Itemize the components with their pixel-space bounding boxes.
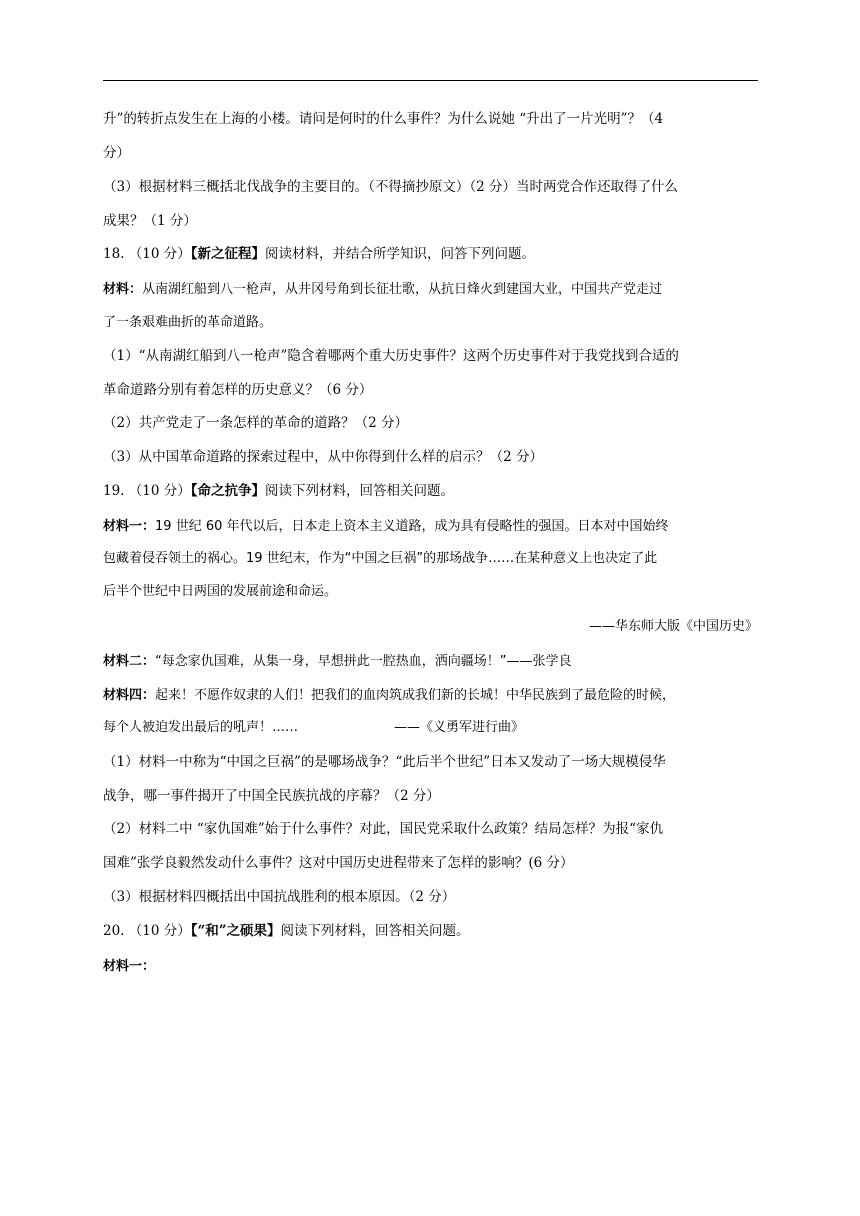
material-line <box>103 956 758 977</box>
question-tag: 【新之征程】 <box>190 246 265 262</box>
material-line <box>103 685 758 706</box>
text-line: 分） <box>103 145 130 161</box>
material-line <box>103 651 758 672</box>
material-label: 材料四： <box>103 688 156 703</box>
material-text: 从南湖红船到八一枪声，从井冈号角到长征壮歌，从抗日烽火到建国大业，中国共产党走过 <box>142 282 663 297</box>
question-line: 革命道路分别有着怎样的历史意义？（6 分） <box>103 382 373 398</box>
question-tag: 【命之抗争】 <box>190 483 265 499</box>
material-text: 每个人被迫发出最后的吼声！…… <box>103 720 299 735</box>
material-line <box>103 516 758 537</box>
question-instruction: 阅读下列材料，回答相关问题。 <box>264 483 454 499</box>
material-line: 后半个世纪中日两国的发展前途和命运。 <box>103 584 338 599</box>
question-19-heading <box>103 481 758 501</box>
question-line: （2）共产党走了一条怎样的革命的道路？（2 分） <box>103 415 408 431</box>
question-number: 18. （10 分） <box>103 246 191 262</box>
material-line <box>103 279 758 300</box>
text-line: （3）根据材料三概括北伐战争的主要目的。（不得摘抄原文）（2 分）当时两党合作还取得了什么 <box>103 179 678 195</box>
question-line: 国难”张学良毅然发动什么事件？这对中国历史进程带来了怎样的影响？(6 分） <box>103 855 574 871</box>
question-line: （1）“从南湖红船到八一枪声”隐含着哪两个重大历史事件？这两个历史事件对于我党找到合适的 <box>103 348 679 364</box>
question-line: 战争，哪一事件揭开了中国全民族抗战的序幕？（2 分） <box>103 788 440 804</box>
material-text: 起来！不愿作奴隶的人们！把我们的血肉筑成我们新的长城！中华民族到了最危险的时候， <box>155 688 676 703</box>
material-label: 材料一： <box>103 519 156 534</box>
question-tag: 【“和”之硕果】 <box>190 923 281 939</box>
text-line: 成果？（1 分） <box>103 213 197 229</box>
question-20-heading <box>103 921 758 941</box>
question-number: 19. （10 分） <box>103 483 191 499</box>
material-label: 材料二： <box>103 654 156 669</box>
question-line: （1）材料一中称为“中国之巨祸”的是哪场战争？“此后半个世纪”日本又发动了一场大规模侵华 <box>103 754 666 770</box>
question-18-heading <box>103 244 758 264</box>
question-line: （3）根据材料四概括出中国抗战胜利的根本原因。（2 分） <box>103 889 456 905</box>
question-instruction: 阅读下列材料，回答相关问题。 <box>280 923 470 939</box>
question-line: （3）从中国革命道路的探索过程中，从中你得到什么样的启示？（2 分） <box>103 449 543 465</box>
question-number: 20. （10 分） <box>103 923 191 939</box>
question-line: （2）材料二中 “家仇国难”始于什么事件？对此，国民党采取什么政策？结局怎样？为报“家仇 <box>103 821 664 837</box>
material-text: 19 世纪 60 年代以后，日本走上资本主义道路，成为具有侵略性的强国。日本对中国始终 <box>155 519 669 534</box>
material-line <box>103 718 758 738</box>
material-label: 材料一： <box>103 959 156 974</box>
material-line: 了一条艰难曲折的革命道路。 <box>103 315 273 330</box>
material-source: ——《义勇军进行曲》 <box>394 720 525 735</box>
header-rule <box>103 80 758 81</box>
question-instruction: 阅读材料，并结合所学知识，问答下列问题。 <box>264 246 535 262</box>
material-text: “每念家仇国难，从集一身，早想拼此一腔热血，洒向疆场！”——张学良 <box>155 654 572 669</box>
text-line: 升”的转折点发生在上海的小楼。请问是何时的什么事件？为什么说她 “升出了一片光明”？（4 <box>103 111 664 127</box>
material-label: 材料： <box>103 282 143 297</box>
material-source: ——华东师大版《中国历史》 <box>588 619 758 634</box>
material-line: 包藏着侵吞领土的祸心。19 世纪末，作为“中国之巨祸”的那场战争……在某种意义上也决定了此 <box>103 551 658 566</box>
